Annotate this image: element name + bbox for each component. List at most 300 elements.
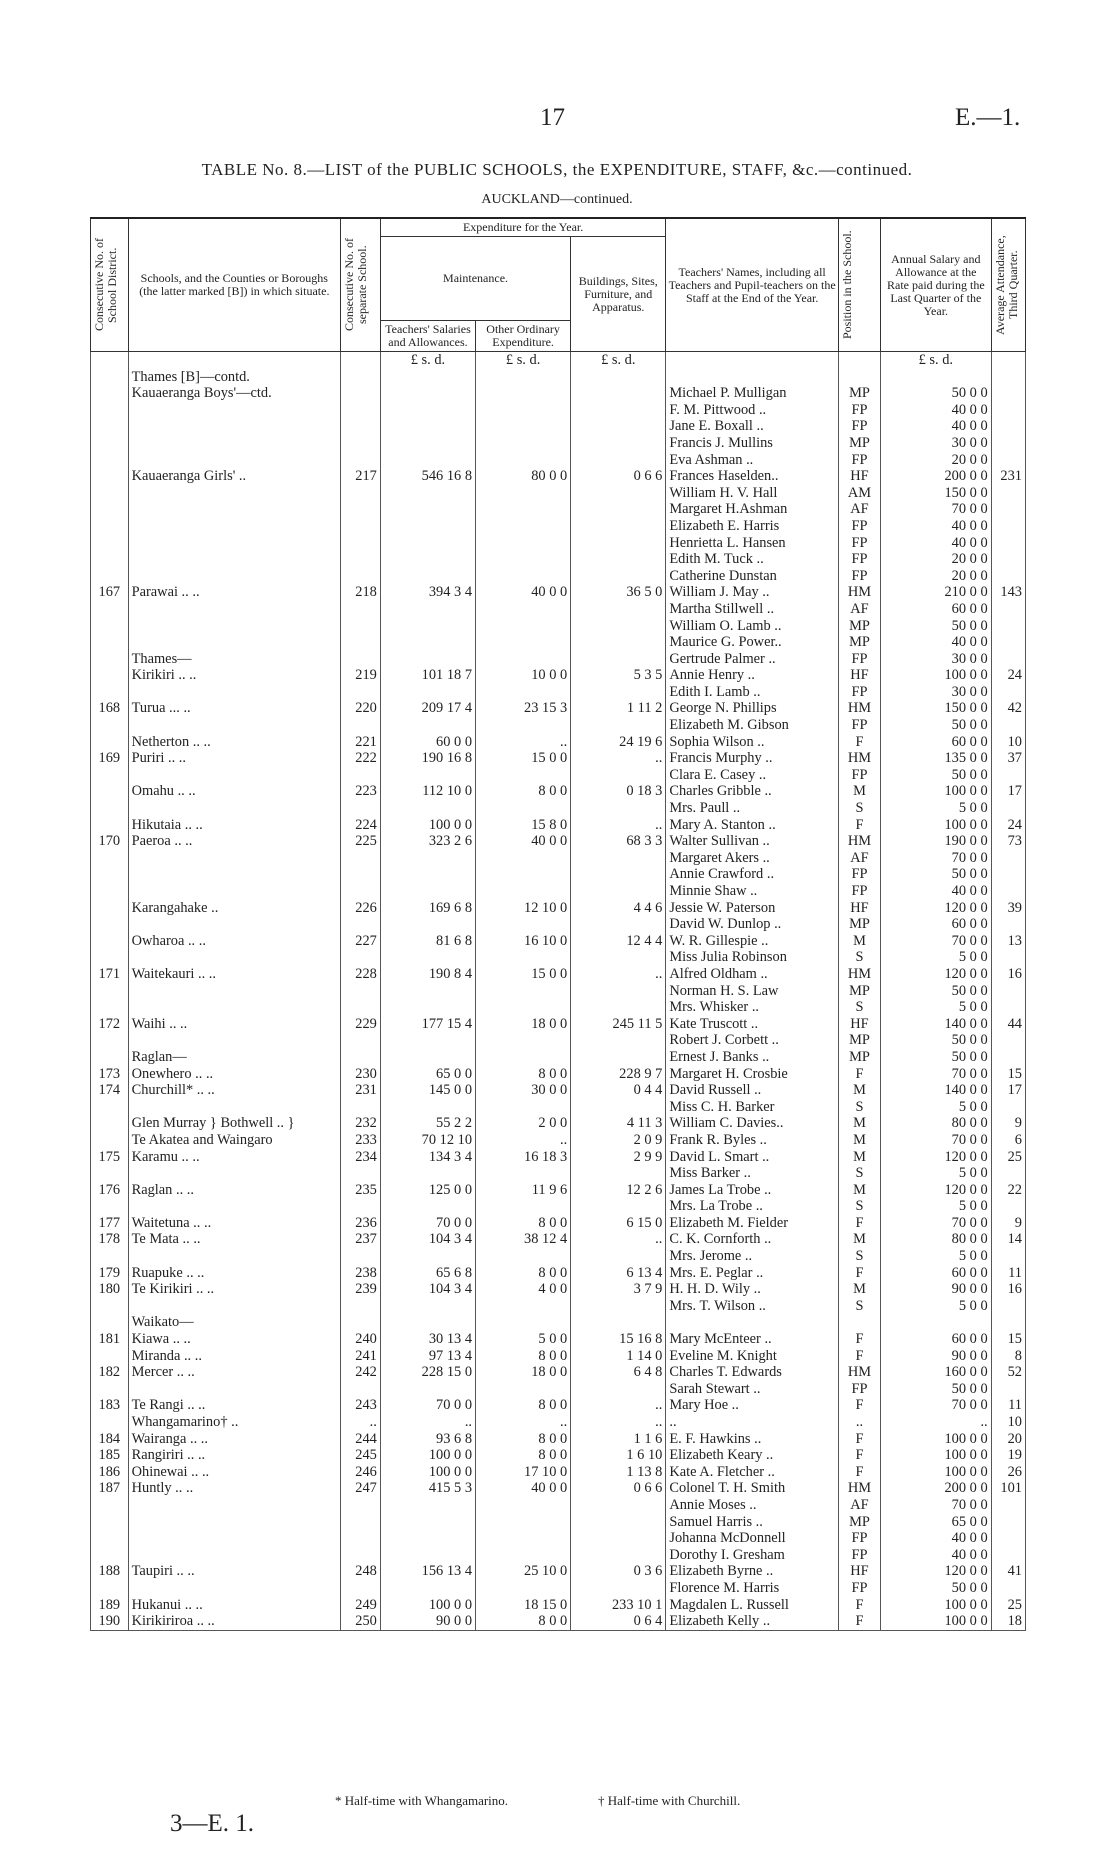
salaries: 100 0 0 <box>380 1447 475 1464</box>
attendance: 9 <box>991 1215 1025 1232</box>
buildings: .. <box>571 750 666 767</box>
attendance: 20 <box>991 1431 1025 1448</box>
teacher-name: David Russell .. <box>666 1082 839 1099</box>
attendance <box>991 418 1025 435</box>
annual-salary: 5 0 0 <box>881 1198 992 1215</box>
position: HM <box>838 750 880 767</box>
table-row <box>91 1381 1026 1398</box>
separate-number: 226 <box>341 900 381 917</box>
table-row <box>91 1049 1026 1066</box>
annual-salary: 70 0 0 <box>881 1066 992 1083</box>
table-row <box>91 402 1026 419</box>
separate-number <box>341 999 381 1016</box>
annual-salary: 100 0 0 <box>881 1431 992 1448</box>
district-number <box>91 684 129 701</box>
position: MP <box>838 618 880 635</box>
buildings: 12 2 6 <box>571 1182 666 1199</box>
buildings <box>571 684 666 701</box>
teacher-name: Norman H. S. Law <box>666 983 839 1000</box>
teacher-name: Elizabeth Keary .. <box>666 1447 839 1464</box>
separate-number: 224 <box>341 817 381 834</box>
teacher-name: E. F. Hawkins .. <box>666 1431 839 1448</box>
buildings <box>571 618 666 635</box>
other-expenditure: 15 8 0 <box>476 817 571 834</box>
attendance: 42 <box>991 700 1025 717</box>
table-row <box>91 1198 1026 1215</box>
district-number <box>91 900 129 917</box>
annual-salary: 90 0 0 <box>881 1281 992 1298</box>
teacher-name: David W. Dunlop .. <box>666 916 839 933</box>
annual-salary: 120 0 0 <box>881 900 992 917</box>
table-row <box>91 916 1026 933</box>
attendance <box>991 601 1025 618</box>
district-number: 185 <box>91 1447 129 1464</box>
other-expenditure <box>476 568 571 585</box>
salaries <box>380 717 475 734</box>
teacher-name: Edith I. Lamb .. <box>666 684 839 701</box>
annual-salary: 70 0 0 <box>881 1132 992 1149</box>
position: HF <box>838 667 880 684</box>
district-number: 182 <box>91 1364 129 1381</box>
buildings: 2 0 9 <box>571 1132 666 1149</box>
table-row <box>91 767 1026 784</box>
units-salaries: £ s. d. <box>380 352 475 369</box>
school-name <box>128 535 340 552</box>
position: M <box>838 1132 880 1149</box>
buildings <box>571 717 666 734</box>
district-number <box>91 369 129 386</box>
buildings: 15 16 8 <box>571 1331 666 1348</box>
other-expenditure <box>476 800 571 817</box>
school-name <box>128 551 340 568</box>
salaries: 60 0 0 <box>380 734 475 751</box>
annual-salary: 100 0 0 <box>881 1464 992 1481</box>
annual-salary: 70 0 0 <box>881 1397 992 1414</box>
separate-number <box>341 850 381 867</box>
separate-number <box>341 385 381 402</box>
other-expenditure <box>476 418 571 435</box>
other-expenditure: 38 12 4 <box>476 1231 571 1248</box>
table-row <box>91 452 1026 469</box>
school-name <box>128 1547 340 1564</box>
position: AF <box>838 850 880 867</box>
school-name <box>128 1165 340 1182</box>
separate-number <box>341 518 381 535</box>
other-expenditure <box>476 1248 571 1265</box>
school-name: Thames— <box>128 651 340 668</box>
teacher-name: Gertrude Palmer .. <box>666 651 839 668</box>
table-row <box>91 1016 1026 1033</box>
teacher-name: Miss Julia Robinson <box>666 949 839 966</box>
other-expenditure <box>476 501 571 518</box>
attendance: 13 <box>991 933 1025 950</box>
attendance: 39 <box>991 900 1025 917</box>
annual-salary: 40 0 0 <box>881 402 992 419</box>
attendance <box>991 385 1025 402</box>
position: FP <box>838 684 880 701</box>
attendance <box>991 1298 1025 1315</box>
salaries: 70 0 0 <box>380 1215 475 1232</box>
other-expenditure: 12 10 0 <box>476 900 571 917</box>
salaries: 104 3 4 <box>380 1231 475 1248</box>
district-number <box>91 1580 129 1597</box>
other-expenditure: 15 0 0 <box>476 750 571 767</box>
salaries: 169 6 8 <box>380 900 475 917</box>
separate-number: 220 <box>341 700 381 717</box>
position <box>838 1314 880 1331</box>
separate-number <box>341 369 381 386</box>
salaries: 209 17 4 <box>380 700 475 717</box>
district-number <box>91 1381 129 1398</box>
school-name <box>128 883 340 900</box>
annual-salary <box>881 1314 992 1331</box>
other-expenditure <box>476 618 571 635</box>
position: F <box>838 1397 880 1414</box>
district-number <box>91 485 129 502</box>
district-number: 190 <box>91 1613 129 1630</box>
position: MP <box>838 1032 880 1049</box>
salaries <box>380 1514 475 1531</box>
table-row <box>91 1447 1026 1464</box>
attendance: 73 <box>991 833 1025 850</box>
position: F <box>838 1464 880 1481</box>
table-row <box>91 1082 1026 1099</box>
teacher-name: Mrs. E. Peglar .. <box>666 1265 839 1282</box>
table-subtitle: AUCKLAND—continued. <box>481 192 633 207</box>
teacher-name: George N. Phillips <box>666 700 839 717</box>
annual-salary: 200 0 0 <box>881 1480 992 1497</box>
separate-number: .. <box>341 1414 381 1431</box>
separate-number <box>341 568 381 585</box>
attendance: 17 <box>991 1082 1025 1099</box>
table-row <box>91 1464 1026 1481</box>
separate-number <box>341 1165 381 1182</box>
table-row <box>91 717 1026 734</box>
annual-salary: 140 0 0 <box>881 1082 992 1099</box>
school-name <box>128 1198 340 1215</box>
footnote-half-time-whangamarino: * Half-time with Whangamarino. <box>335 1793 509 1808</box>
separate-number: 243 <box>341 1397 381 1414</box>
buildings <box>571 535 666 552</box>
district-number <box>91 767 129 784</box>
table-row <box>91 369 1026 386</box>
salaries: 415 5 3 <box>380 1480 475 1497</box>
attendance <box>991 717 1025 734</box>
buildings <box>571 1497 666 1514</box>
table-row <box>91 1530 1026 1547</box>
attendance <box>991 949 1025 966</box>
teacher-name: Catherine Dunstan <box>666 568 839 585</box>
table-row <box>91 1613 1026 1630</box>
page-code: E.—1. <box>955 104 1021 131</box>
table-row <box>91 700 1026 717</box>
table-row <box>91 1099 1026 1116</box>
annual-salary: 40 0 0 <box>881 535 992 552</box>
buildings <box>571 866 666 883</box>
school-name: Rangiriri .. .. <box>128 1447 340 1464</box>
district-number: 169 <box>91 750 129 767</box>
district-number <box>91 402 129 419</box>
other-expenditure: 8 0 0 <box>476 1265 571 1282</box>
salaries: 177 15 4 <box>380 1016 475 1033</box>
table-row <box>91 1597 1026 1614</box>
other-expenditure <box>476 651 571 668</box>
annual-salary: 50 0 0 <box>881 1049 992 1066</box>
separate-number: 225 <box>341 833 381 850</box>
table-row <box>91 584 1026 601</box>
teacher-name: Elizabeth M. Fielder <box>666 1215 839 1232</box>
school-name <box>128 949 340 966</box>
district-number <box>91 850 129 867</box>
buildings <box>571 1381 666 1398</box>
buildings <box>571 999 666 1016</box>
district-number <box>91 1165 129 1182</box>
school-name: Whangamarino† .. <box>128 1414 340 1431</box>
attendance: 41 <box>991 1563 1025 1580</box>
teacher-name: William J. May .. <box>666 584 839 601</box>
separate-number: 233 <box>341 1132 381 1149</box>
separate-number: 239 <box>341 1281 381 1298</box>
school-name <box>128 800 340 817</box>
attendance: 11 <box>991 1397 1025 1414</box>
table-row <box>91 1397 1026 1414</box>
teacher-name: Charles Gribble .. <box>666 783 839 800</box>
attendance <box>991 651 1025 668</box>
separate-number: 232 <box>341 1115 381 1132</box>
school-name: Kauaeranga Girls' .. <box>128 468 340 485</box>
district-number: 183 <box>91 1397 129 1414</box>
district-number <box>91 1314 129 1331</box>
schools-table <box>90 217 1026 1631</box>
school-name: Wairanga .. .. <box>128 1431 340 1448</box>
teacher-name: Clara E. Casey .. <box>666 767 839 784</box>
buildings: 6 4 8 <box>571 1364 666 1381</box>
teacher-name: Florence M. Harris <box>666 1580 839 1597</box>
district-number <box>91 501 129 518</box>
buildings <box>571 418 666 435</box>
school-name: Raglan .. .. <box>128 1182 340 1199</box>
school-name: Te Kirikiri .. .. <box>128 1281 340 1298</box>
teacher-name: Elizabeth Byrne .. <box>666 1563 839 1580</box>
salaries: 81 6 8 <box>380 933 475 950</box>
separate-number <box>341 501 381 518</box>
annual-salary: 50 0 0 <box>881 385 992 402</box>
annual-salary: .. <box>881 1414 992 1431</box>
table-row <box>91 783 1026 800</box>
separate-number <box>341 1381 381 1398</box>
teacher-name: Frank R. Byles .. <box>666 1132 839 1149</box>
separate-number <box>341 1049 381 1066</box>
buildings <box>571 651 666 668</box>
district-number: 179 <box>91 1265 129 1282</box>
separate-number <box>341 767 381 784</box>
teacher-name: Elizabeth Kelly .. <box>666 1613 839 1630</box>
separate-number: 228 <box>341 966 381 983</box>
position: AF <box>838 501 880 518</box>
teacher-name: William C. Davies.. <box>666 1115 839 1132</box>
teacher-name: F. M. Pittwood .. <box>666 402 839 419</box>
salaries: 65 0 0 <box>380 1066 475 1083</box>
teacher-name: Mary McEnteer .. <box>666 1331 839 1348</box>
teacher-name: Jane E. Boxall .. <box>666 418 839 435</box>
header-teachers: Teachers' Names, including all Teachers and Pupil-teachers on the Staff at the End of the Year. <box>666 218 839 352</box>
school-name: Kirikiri .. .. <box>128 667 340 684</box>
district-number <box>91 452 129 469</box>
annual-salary: 100 0 0 <box>881 667 992 684</box>
salaries <box>380 452 475 469</box>
table-row <box>91 1248 1026 1265</box>
district-number <box>91 468 129 485</box>
attendance <box>991 535 1025 552</box>
position: AF <box>838 601 880 618</box>
district-number <box>91 983 129 1000</box>
attendance: 231 <box>991 468 1025 485</box>
other-expenditure <box>476 1514 571 1531</box>
table-row <box>91 551 1026 568</box>
teacher-name: Mary Hoe .. <box>666 1397 839 1414</box>
district-number <box>91 618 129 635</box>
salaries <box>380 866 475 883</box>
table-row <box>91 1132 1026 1149</box>
buildings <box>571 883 666 900</box>
district-number <box>91 418 129 435</box>
table-row <box>91 850 1026 867</box>
buildings: 4 11 3 <box>571 1115 666 1132</box>
position: F <box>838 1331 880 1348</box>
attendance <box>991 1049 1025 1066</box>
district-number <box>91 651 129 668</box>
separate-number: 236 <box>341 1215 381 1232</box>
school-name <box>128 518 340 535</box>
separate-number <box>341 1514 381 1531</box>
separate-number <box>341 418 381 435</box>
position: HM <box>838 833 880 850</box>
annual-salary: 120 0 0 <box>881 1563 992 1580</box>
school-name: Kiawa .. .. <box>128 1331 340 1348</box>
position: S <box>838 999 880 1016</box>
annual-salary: 5 0 0 <box>881 1099 992 1116</box>
buildings: .. <box>571 1414 666 1431</box>
annual-salary: 90 0 0 <box>881 1348 992 1365</box>
position: FP <box>838 651 880 668</box>
table-row <box>91 667 1026 684</box>
attendance <box>991 551 1025 568</box>
salaries <box>380 1314 475 1331</box>
header-separate: Consecutive No. of separate School. <box>341 218 381 352</box>
school-name: Netherton .. .. <box>128 734 340 751</box>
attendance <box>991 916 1025 933</box>
table-row <box>91 518 1026 535</box>
buildings <box>571 1198 666 1215</box>
other-expenditure <box>476 1530 571 1547</box>
header-other: Other Ordinary Expenditure. <box>476 321 571 352</box>
table-row <box>91 966 1026 983</box>
other-expenditure: 16 18 3 <box>476 1149 571 1166</box>
district-number <box>91 1099 129 1116</box>
attendance: 44 <box>991 1016 1025 1033</box>
salaries: 55 2 2 <box>380 1115 475 1132</box>
school-name <box>128 1248 340 1265</box>
separate-number <box>341 1099 381 1116</box>
header-expenditure: Expenditure for the Year. <box>380 218 665 237</box>
attendance: 15 <box>991 1331 1025 1348</box>
annual-salary: 40 0 0 <box>881 883 992 900</box>
other-expenditure <box>476 850 571 867</box>
position: HM <box>838 1364 880 1381</box>
teacher-name: Robert J. Corbett .. <box>666 1032 839 1049</box>
buildings <box>571 634 666 651</box>
other-expenditure: 8 0 0 <box>476 1397 571 1414</box>
district-number <box>91 783 129 800</box>
position: AF <box>838 1497 880 1514</box>
header-annual: Annual Salary and Allowance at the Rate paid during the Last Quarter of the Year. <box>881 218 992 352</box>
buildings <box>571 949 666 966</box>
other-expenditure: 8 0 0 <box>476 1431 571 1448</box>
separate-number: 218 <box>341 584 381 601</box>
separate-number <box>341 634 381 651</box>
annual-salary: 5 0 0 <box>881 800 992 817</box>
other-expenditure <box>476 949 571 966</box>
annual-salary: 40 0 0 <box>881 518 992 535</box>
position: F <box>838 1447 880 1464</box>
units-row <box>91 352 1026 369</box>
district-number: 173 <box>91 1066 129 1083</box>
buildings <box>571 850 666 867</box>
teacher-name: C. K. Cornforth .. <box>666 1231 839 1248</box>
annual-salary: 50 0 0 <box>881 717 992 734</box>
teacher-name <box>666 369 839 386</box>
school-name: Waitetuna .. .. <box>128 1215 340 1232</box>
district-number <box>91 535 129 552</box>
school-name <box>128 866 340 883</box>
position: F <box>838 734 880 751</box>
attendance: 18 <box>991 1613 1025 1630</box>
school-name <box>128 501 340 518</box>
table-row <box>91 1480 1026 1497</box>
school-name: Karamu .. .. <box>128 1149 340 1166</box>
teacher-name: James La Trobe .. <box>666 1182 839 1199</box>
annual-salary: 160 0 0 <box>881 1364 992 1381</box>
position: S <box>838 1099 880 1116</box>
position: MP <box>838 385 880 402</box>
table-row <box>91 933 1026 950</box>
salaries: 30 13 4 <box>380 1331 475 1348</box>
position: F <box>838 1348 880 1365</box>
annual-salary: 50 0 0 <box>881 1032 992 1049</box>
teacher-name: Edith M. Tuck .. <box>666 551 839 568</box>
position: FP <box>838 518 880 535</box>
position: HF <box>838 468 880 485</box>
table-row <box>91 999 1026 1016</box>
district-number <box>91 568 129 585</box>
buildings: 0 18 3 <box>571 783 666 800</box>
separate-number: 235 <box>341 1182 381 1199</box>
district-number <box>91 385 129 402</box>
annual-salary: 70 0 0 <box>881 850 992 867</box>
separate-number: 223 <box>341 783 381 800</box>
separate-number <box>341 883 381 900</box>
position: MP <box>838 1049 880 1066</box>
teacher-name: Charles T. Edwards <box>666 1364 839 1381</box>
buildings: 228 9 7 <box>571 1066 666 1083</box>
district-number <box>91 435 129 452</box>
position: MP <box>838 916 880 933</box>
teacher-name: Henrietta L. Hansen <box>666 535 839 552</box>
teacher-name: Elizabeth E. Harris <box>666 518 839 535</box>
position: FP <box>838 402 880 419</box>
other-expenditure <box>476 983 571 1000</box>
district-number <box>91 717 129 734</box>
